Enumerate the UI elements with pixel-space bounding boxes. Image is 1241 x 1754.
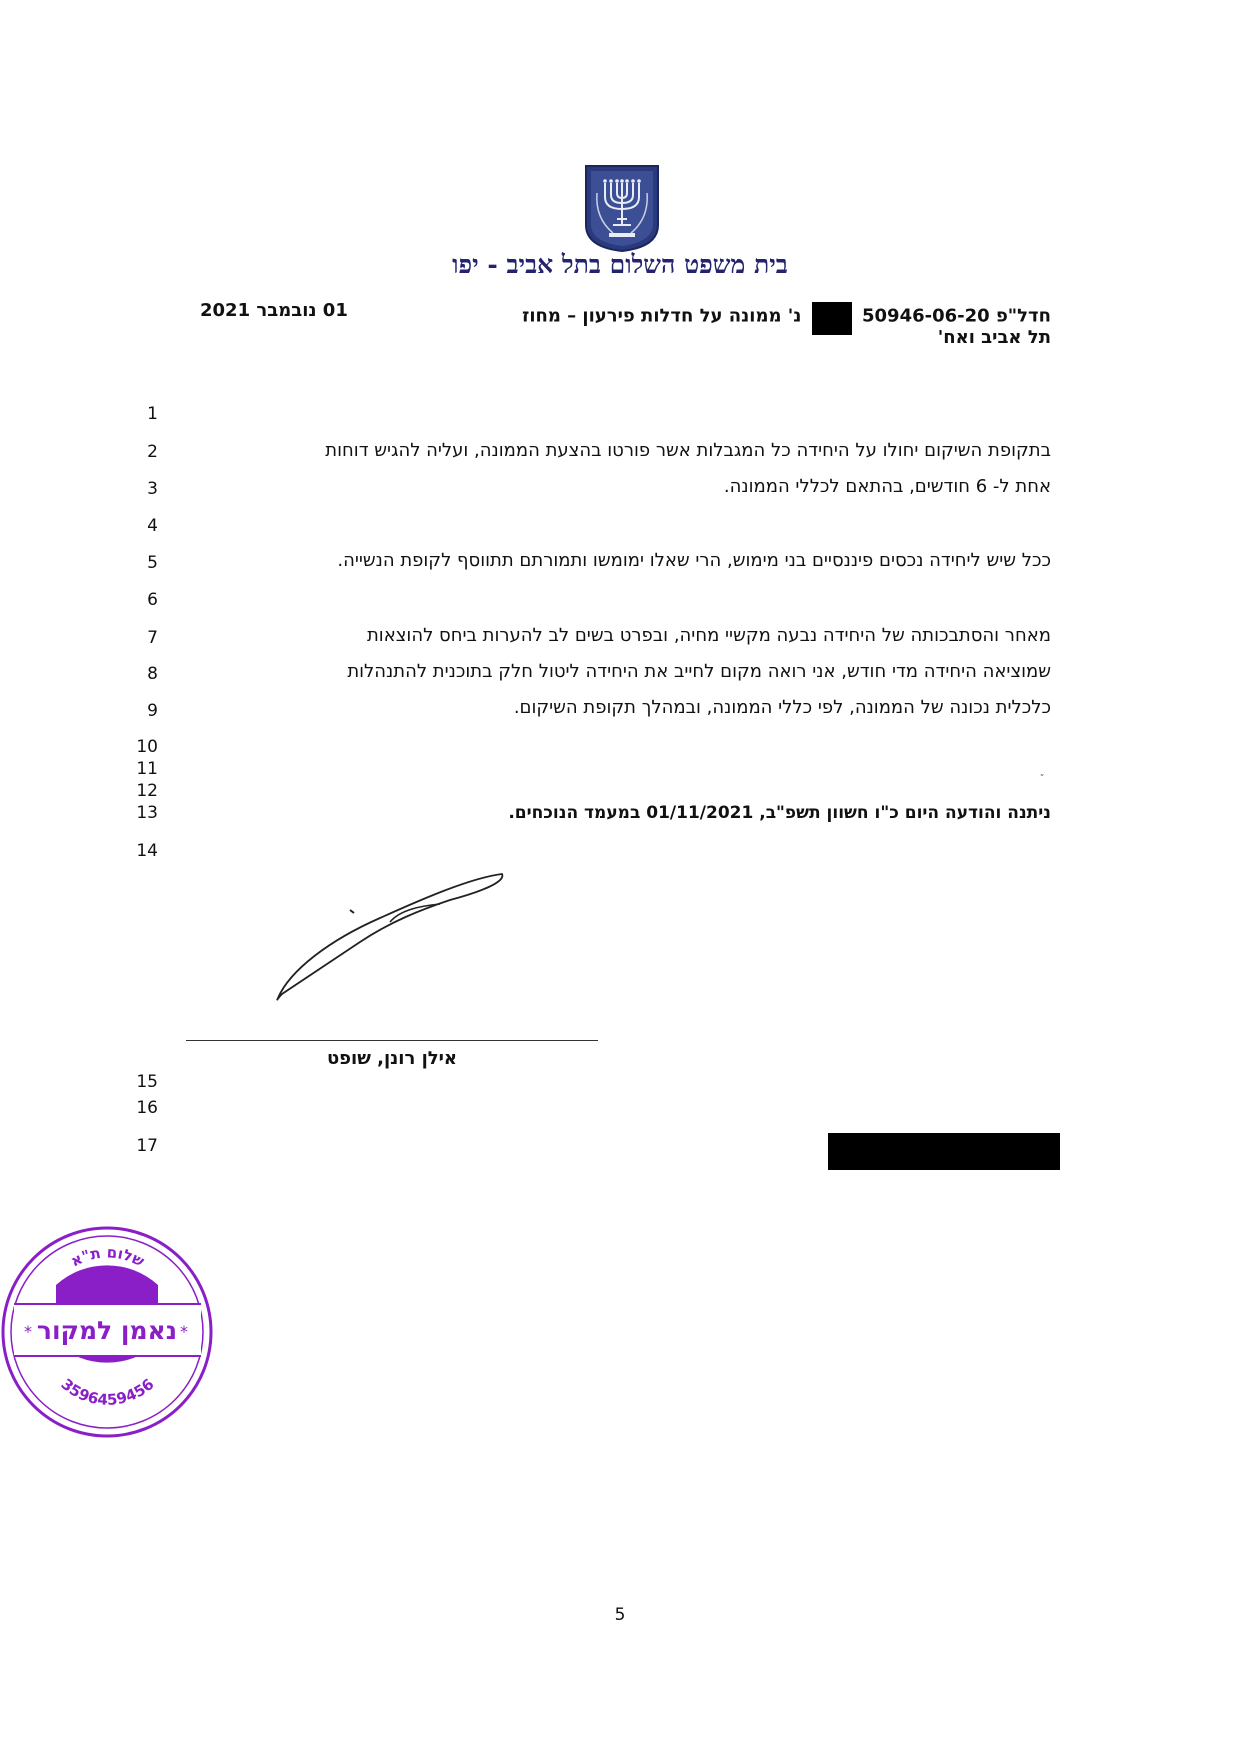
judge-name: אילן רונן, שופט <box>326 1048 458 1069</box>
state-emblem-icon <box>583 163 661 253</box>
paragraph-line: אחת ל- 6 חודשים, בהתאם לכללי הממונה. <box>723 476 1051 497</box>
stamp-bottom-text: 3596459456 <box>57 1375 158 1409</box>
paragraph-line: כלכלית נכונה של הממונה, לפי כללי הממונה, ובמהלך תקופת השיקום. <box>513 697 1051 718</box>
case-number: חדל"פ 50946-06-20 <box>862 305 1051 327</box>
line-number: 16 <box>136 1098 158 1118</box>
signature-line <box>186 1040 598 1041</box>
paragraph-line: שמוציאה היחידה מדי חודש, אני רואה מקום לחייב את היחידה ליטול חלק בתוכנית להתנהלות <box>347 661 1051 682</box>
stamp-center-text: נאמן למקור <box>36 1316 178 1345</box>
document-date: 01 נובמבר 2021 <box>200 300 348 321</box>
line-number: 4 <box>147 516 158 536</box>
stamp-star-icon: * <box>24 1322 32 1341</box>
certified-copy-stamp <box>0 1225 215 1440</box>
line-number: 8 <box>147 664 158 684</box>
line-number: 7 <box>147 628 158 648</box>
line-number: 6 <box>147 590 158 610</box>
paragraph-line: מאחר והסתבכותה של היחידה נבעה מקשיי מחיה, ובפרט בשים לב להערות ביחס להוצאות <box>366 625 1051 646</box>
ruling-statement: ניתנה והודעה היום כ"ו חשוון תשפ"ב, 01/11/2021 במעמד הנוכחים. <box>508 803 1051 823</box>
line-number: 17 <box>136 1136 158 1156</box>
line-number: 5 <box>147 553 158 573</box>
stamp-star-icon: * <box>180 1322 188 1341</box>
line-number: 2 <box>147 442 158 462</box>
redaction-inline <box>812 302 852 335</box>
paragraph-line: בתקופת השיקום יחולו על היחידה כל המגבלות אשר פורטו בהצעת הממונה, ועליה להגיש דוחות <box>325 440 1051 461</box>
stamp-top-text: שלום ת"א <box>67 1243 148 1271</box>
margin-mark: „ <box>1040 768 1045 777</box>
line-number: 10 <box>136 737 158 757</box>
line-number: 1 <box>147 404 158 424</box>
redaction-block <box>828 1133 1060 1170</box>
line-number: 15 <box>136 1072 158 1092</box>
svg-text:3596459456 <box>58 1375 158 1409</box>
paragraph-line: ככל שיש ליחידה נכסים פיננסיים בני מימוש, הרי שאלו ימומשו ותמורתם תתווסף לקופת הנשייה. <box>337 550 1051 571</box>
line-number: 13 <box>136 803 158 823</box>
case-parties: נ' ממונה על חדלות פירעון – מחוז <box>522 305 802 327</box>
line-number: 11 <box>136 759 158 779</box>
case-parties-continued: תל אביב ואח' <box>937 327 1051 348</box>
court-title: בית משפט השלום בתל אביב - יפו <box>452 250 788 279</box>
line-number: 9 <box>147 701 158 721</box>
line-number: 12 <box>136 781 158 801</box>
judge-signature <box>270 870 510 1010</box>
line-number: 3 <box>147 479 158 499</box>
line-number: 14 <box>136 841 158 861</box>
page-number: 5 <box>614 1605 626 1625</box>
